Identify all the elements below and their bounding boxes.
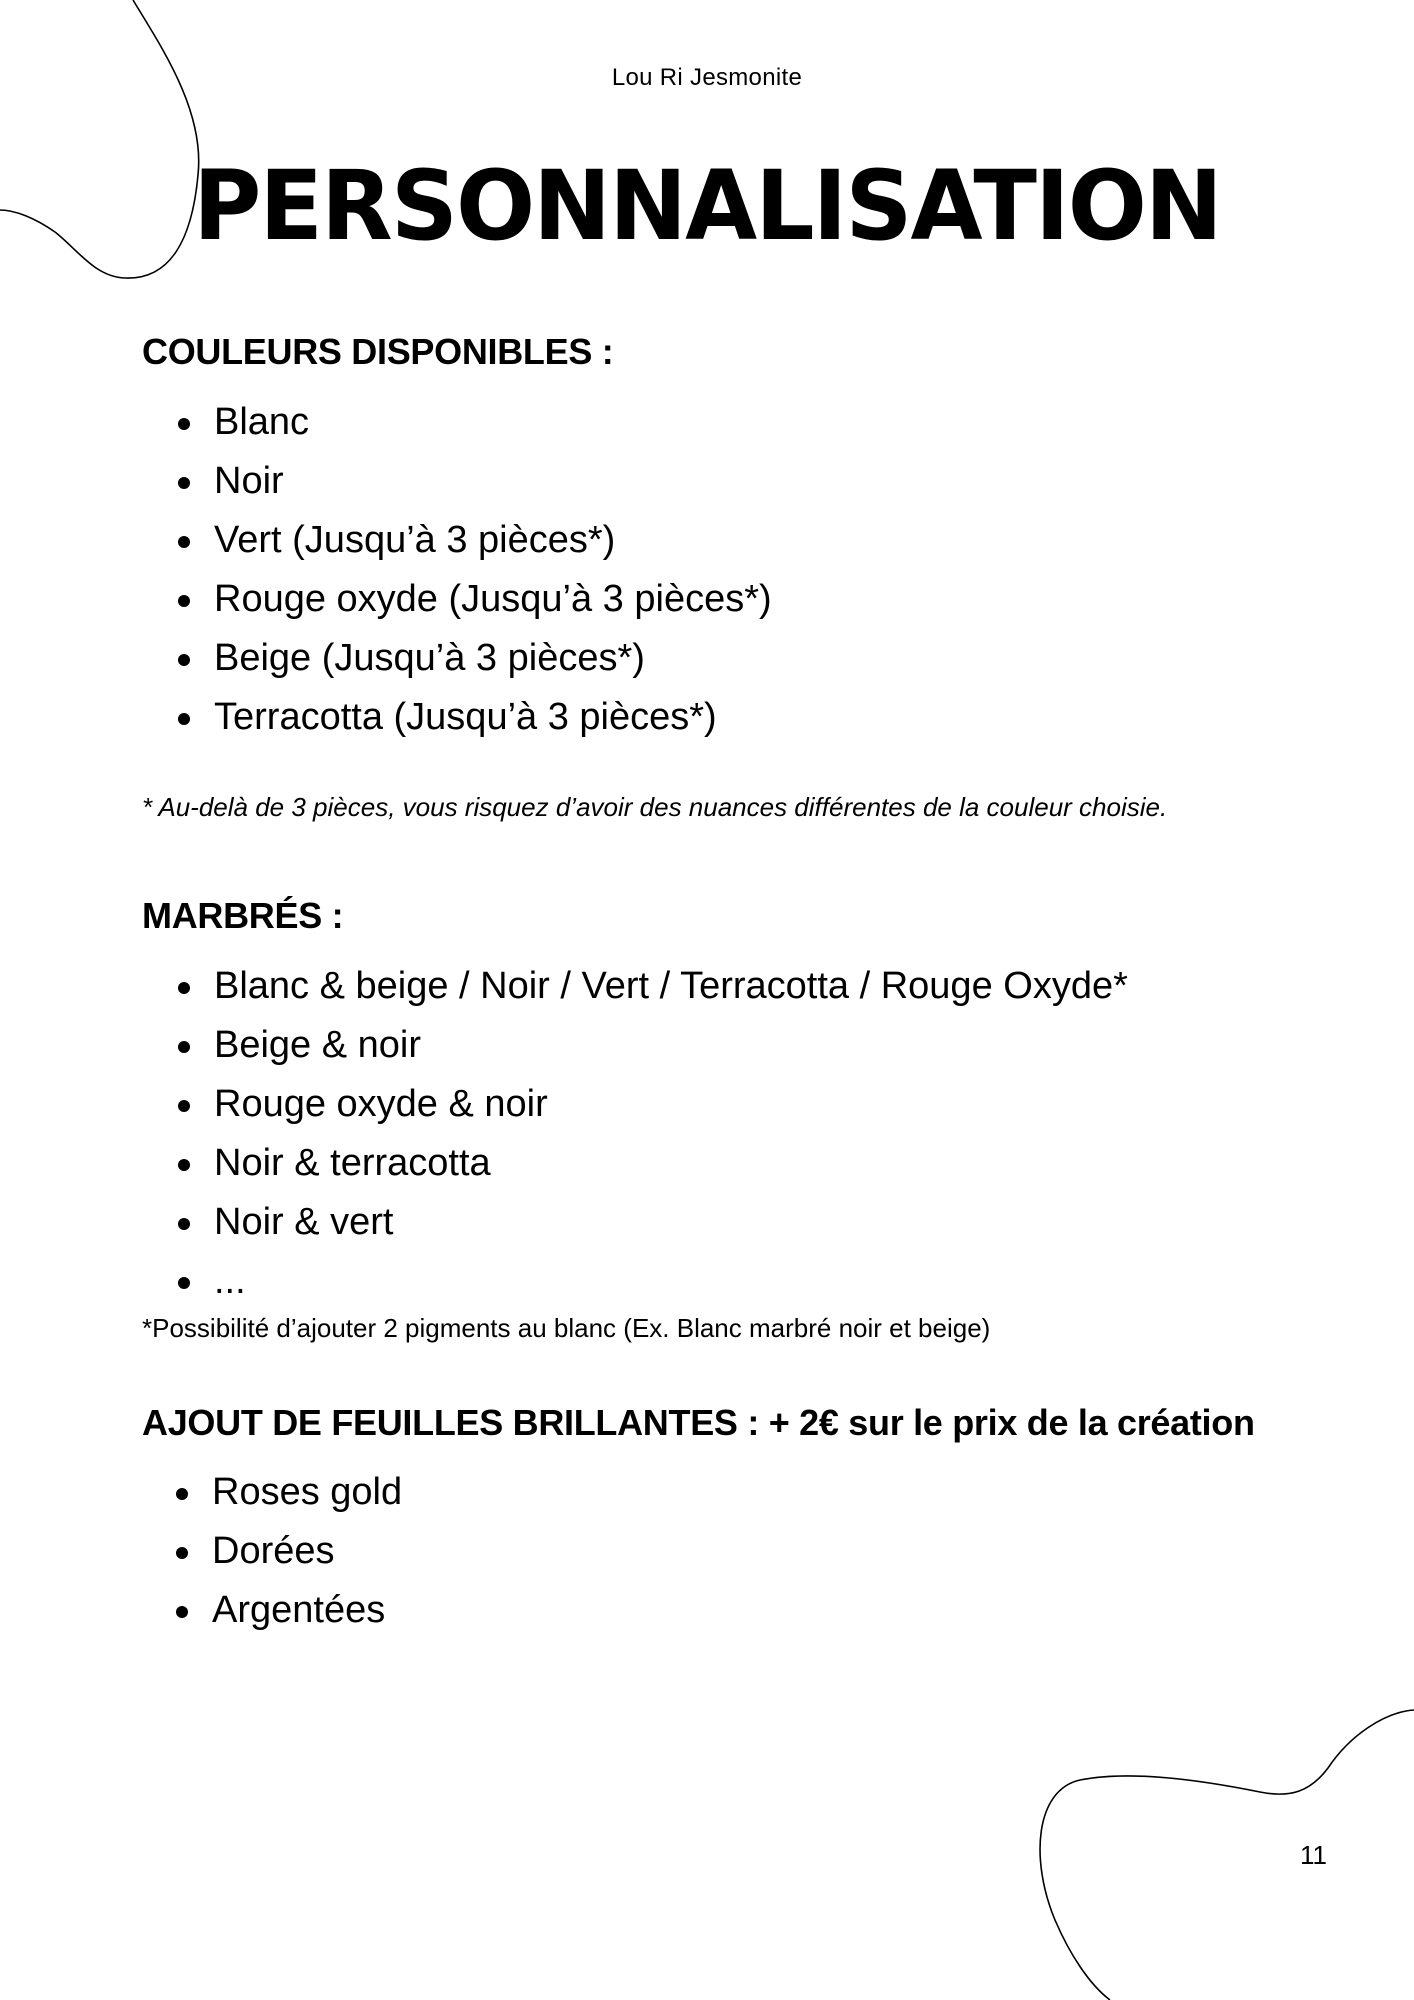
colors-list: [142, 393, 772, 747]
bullet-icon: [178, 418, 190, 430]
bullet-icon: [178, 1277, 190, 1289]
bullet-icon: [178, 982, 190, 994]
list-item: [140, 1581, 402, 1640]
list-item-text: Dorées: [212, 1530, 335, 1572]
bullet-icon: [178, 1100, 190, 1112]
bullet-icon: [178, 595, 190, 607]
bullet-icon: [178, 1218, 190, 1230]
list-item-text: Terracotta (Jusqu’à 3 pièces*): [214, 696, 717, 738]
bullet-icon: [176, 1488, 188, 1500]
bullet-icon: [178, 477, 190, 489]
colors-footnote: * Au-delà de 3 pièces, vous risquez d’avoir des nuances différentes de la couleur choisie.: [142, 792, 1168, 822]
list-item-text: Roses gold: [212, 1471, 403, 1513]
list-item: [142, 1193, 1128, 1252]
list-item-text: Noir & terracotta: [214, 1142, 491, 1184]
bullet-icon: [178, 713, 190, 725]
bullet-icon: [178, 654, 190, 666]
list-item: [140, 1522, 402, 1581]
list-item-text: Beige (Jusqu’à 3 pièces*): [214, 637, 645, 679]
list-item: [142, 511, 772, 570]
list-item: [142, 1075, 1128, 1134]
page-title: PERSONNALISATION: [193, 150, 1221, 262]
list-item-text: ...: [214, 1260, 246, 1302]
section-title-colors: COULEURS DISPONIBLES :: [142, 331, 614, 372]
list-item: [140, 1463, 402, 1522]
bullet-icon: [176, 1606, 188, 1618]
document-header: Lou Ri Jesmonite: [611, 64, 803, 91]
section-title-foils: AJOUT DE FEUILLES BRILLANTES : + 2€ sur le prix de la création: [142, 1402, 1255, 1443]
bottom-right-curve: [1040, 1710, 1414, 2000]
list-item: [142, 688, 772, 747]
list-item-text: Vert (Jusqu’à 3 pièces*): [214, 519, 616, 561]
list-item-text: Beige & noir: [214, 1024, 422, 1066]
section-title-marbled: MARBRÉS :: [142, 895, 344, 936]
list-item-text: Blanc: [214, 401, 310, 443]
foils-list: [140, 1463, 402, 1640]
marbled-footnote: *Possibilité d’ajouter 2 pigments au blanc (Ex. Blanc marbré noir et beige): [142, 1313, 991, 1343]
list-item: [142, 1134, 1128, 1193]
list-item-text: Rouge oxyde & noir: [214, 1083, 548, 1125]
list-item-text: Blanc & beige / Noir / Vert / Terracotta / Rouge Oxyde*: [214, 965, 1128, 1007]
bullet-icon: [178, 1041, 190, 1053]
list-item: [142, 629, 772, 688]
list-item-text: Argentées: [212, 1589, 386, 1631]
list-item-text: Noir & vert: [214, 1201, 394, 1243]
list-item: [142, 452, 772, 511]
list-item: [142, 1016, 1128, 1075]
list-item: [142, 1252, 1128, 1311]
page-number: 11: [1300, 1840, 1327, 1870]
list-item: [142, 570, 772, 629]
bullet-icon: [176, 1547, 188, 1559]
list-item-text: Rouge oxyde (Jusqu’à 3 pièces*): [214, 578, 772, 620]
bullet-icon: [178, 1159, 190, 1171]
list-item: [142, 393, 772, 452]
bullet-icon: [178, 536, 190, 548]
marbled-list: [142, 957, 1128, 1311]
list-item: [142, 957, 1128, 1016]
list-item-text: Noir: [214, 460, 284, 502]
